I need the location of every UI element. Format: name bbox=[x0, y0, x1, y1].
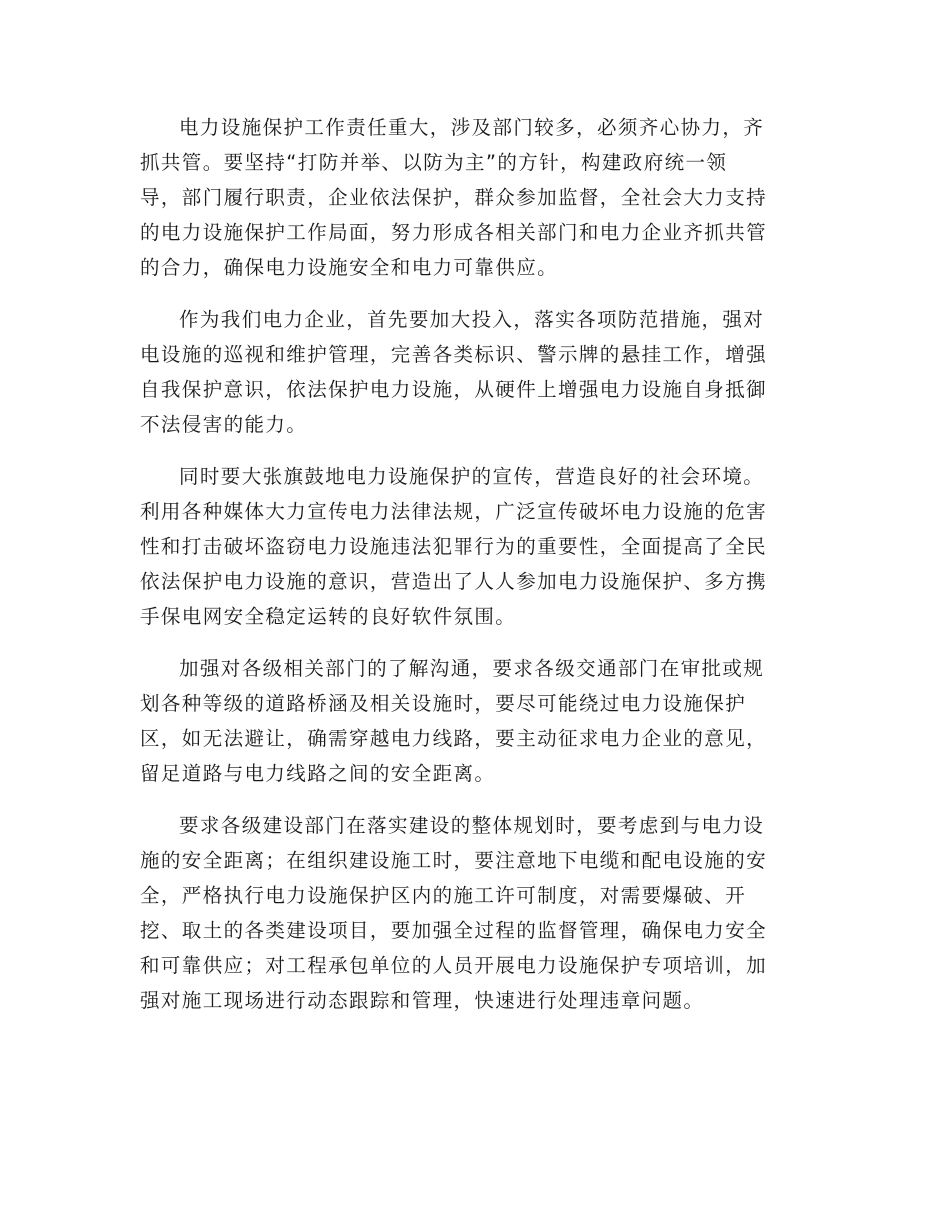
paragraph-4: 加强对各级相关部门的了解沟通，要求各级交通部门在审批或规 划各种等级的道路桥涵及相关设施时，要尽可能绕过电力设施保护 区，如无法避让，确需穿越电力线路，要主动征求电力企业的意见， 留足道路与电力线路之间的安全距离。 bbox=[140, 657, 768, 785]
paragraph-5: 要求各级建设部门在落实建设的整体规划时，要考虑到与电力设 施的安全距离；在组织建设施工时，要注意地下电缆和配电设施的安 全，严格执行电力设施保护区内的施工许可制度，对需要爆破、开 挖、取土的各类建设项目，要加强全过程的监督管理，确保电力安全 和可靠供应；对工程承包单位的人员开展电力设施保护专项培训，加 强对施工现场进行动态跟踪和管理，快速进行处理违章问题。 bbox=[140, 814, 768, 1012]
document-body bbox=[140, 110, 795, 1035]
paragraph-2: 作为我们电力企业，首先要加大投入，落实各项防范措施，强对 电设施的巡视和维护管理，完善各类标识、警示牌的悬挂工作，增强 自我保护意识，依法保护电力设施，从硬件上增强电力设施自身抵御 不法侵害的能力。 bbox=[140, 308, 768, 436]
paragraph-1: 电力设施保护工作责任重大，涉及部门较多，必须齐心协力，齐 抓共管。要坚持“打防并举、以防为主”的方针，构建政府统一领 导，部门履行职责，企业依法保护，群众参加监督，全社会大力支持 的电力设施保护工作局面，努力形成各相关部门和电力企业齐抓共管 的合力，确保电力设施安全和电力可靠供应。 bbox=[140, 116, 768, 279]
paragraph-3: 同时要大张旗鼓地电力设施保护的宣传，营造良好的社会环境。 利用各种媒体大力宣传电力法律法规，广泛宣传破坏电力设施的危害 性和打击破坏盗窃电力设施违法犯罪行为的重要性，全面提高了全民 依法保护电力设施的意识，营造出了人人参加电力设施保护、多方携 手保电网安全稳定运转的良好软件氛围。 bbox=[140, 465, 768, 628]
